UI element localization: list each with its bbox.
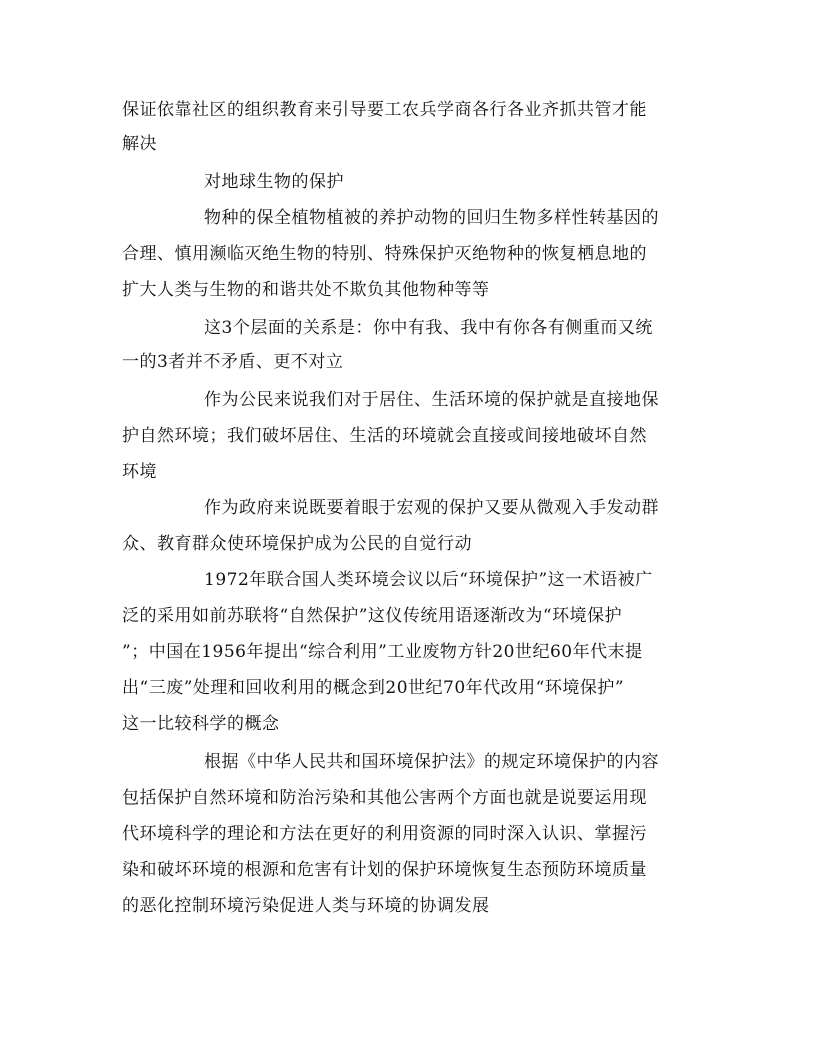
text-line: 解决 (122, 134, 157, 154)
text-line: 1972年联合国人类环境会议以后“环境保护”这一术语被广 (204, 570, 653, 590)
text-line: 这一比较科学的概念 (122, 714, 280, 734)
text-line: 合理、慎用濒临灭绝生物的特别、特殊保护灭绝物种的恢复栖息地的 (122, 244, 647, 264)
text-line: 作为政府来说既要着眼于宏观的保护又要从微观入手发动群 (204, 498, 659, 518)
text-line: 这3个层面的关系是：你中有我、我中有你各有侧重而又统 (204, 318, 653, 338)
text-line: 作为公民来说我们对于居住、生活环境的保护就是直接地保 (204, 390, 659, 410)
text-line: 的恶化控制环境污染促进人类与环境的协调发展 (122, 896, 490, 916)
text-line: 众、教育群众使环境保护成为公民的自觉行动 (122, 534, 472, 554)
text-line: 护自然环境；我们破坏居住、生活的环境就会直接或间接地破坏自然 (122, 426, 647, 446)
text-line: 代环境科学的理论和方法在更好的利用资源的同时深入认识、掌握污 (122, 824, 647, 844)
text-line: 环境 (122, 462, 157, 482)
section-heading: 对地球生物的保护 (204, 172, 344, 192)
text-line: 染和破坏环境的根源和危害有计划的保护环境恢复生态预防环境质量 (122, 860, 647, 880)
text-line: 出“三废”处理和回收利用的概念到20世纪70年代改用“环境保护” (122, 678, 625, 698)
text-line: 物种的保全植物植被的养护动物的回归生物多样性转基因的 (204, 208, 659, 228)
text-line: 一的3者并不矛盾、更不对立 (122, 352, 344, 372)
text-line: 保证依靠社区的组织教育来引导要工农兵学商各行各业齐抓共管才能 (122, 100, 647, 120)
text-line: 包括保护自然环境和防治污染和其他公害两个方面也就是说要运用现 (122, 788, 647, 808)
text-line: 根据《中华人民共和国环境保护法》的规定环境保护的内容 (204, 752, 659, 772)
text-line: 扩大人类与生物的和谐共处不欺负其他物种等等 (122, 280, 490, 300)
text-line: ”；中国在1956年提出“综合利用”工业废物方针20世纪60年代末提 (122, 642, 643, 662)
text-line: 泛的采用如前苏联将“自然保护”这仪传统用语逐渐改为“环境保护 (122, 606, 623, 626)
